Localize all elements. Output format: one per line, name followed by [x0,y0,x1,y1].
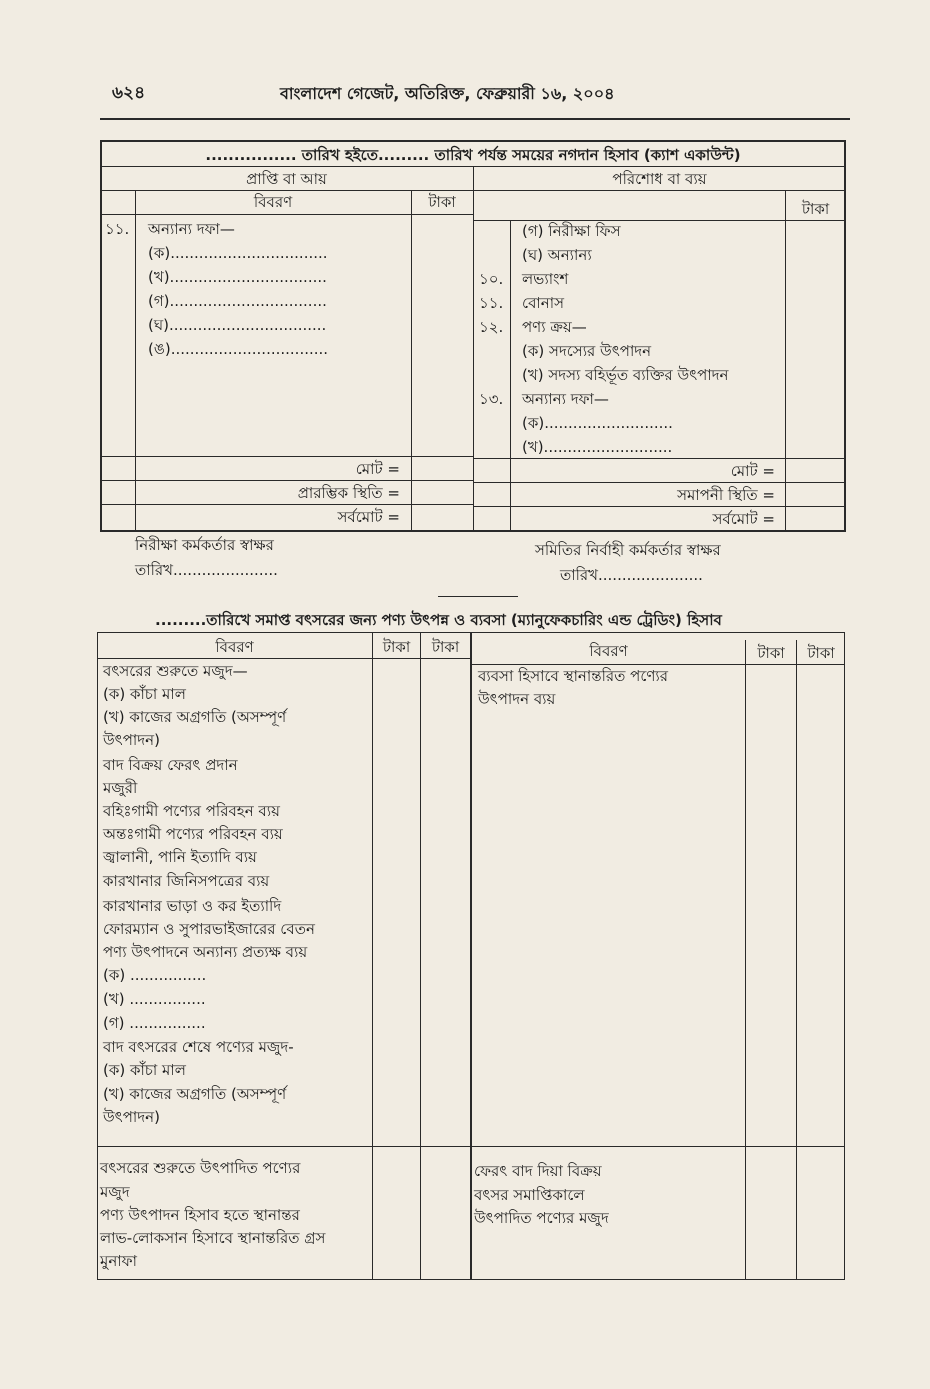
trading-left-item: (ক) কাঁচা মাল [103,1061,186,1079]
cash-left-item-num: ১১. [105,220,130,238]
trading-account-title: .........তারিখে সমাপ্ত বৎসরের জন্য পণ্য উৎপন্ন ও ব্যবসা (ম্যানুফেকচারিং এন্ড ট্রেডিং) হিসাব [155,611,722,629]
cash-right-item: (ক) সদস্যের উৎপাদন [522,342,652,360]
cash-left-row-rule [100,504,473,505]
trading-bottom-left-item: পণ্য উৎপাদন হিসাব হতে স্থানান্তর [100,1206,300,1224]
trading-left-item: বহিঃগামী পণ্যের পরিবহন ব্যয় [103,802,280,820]
trading-vline [372,632,373,1280]
cash-left-item: অন্যান্য দফা— [148,220,235,238]
cash-right-item-num: ১২. [479,318,504,336]
cash-right-item: (খ)........................... [522,438,673,456]
section-divider [438,596,518,597]
trading-left-item: বাদ বিক্রয় ফেরৎ প্রদান [103,756,238,774]
cash-right-grand-total-label: সর্বমোট = [712,510,775,528]
cash-right-item: পণ্য ক্রয়— [522,318,587,336]
payments-heading: পরিশোধ বা ব্যয় [612,170,707,188]
trading-vline [420,632,421,1280]
cash-vline [473,166,474,532]
trading-left-item: পণ্য উৎপাদনে অন্যান্য প্রত্যক্ষ ব্যয় [103,943,308,961]
trading-bottom-left-item: লাভ-লোকসান হিসাবে স্থানান্তরিত গ্রস [100,1229,326,1247]
trading-right-col-description: বিবরণ [589,642,628,660]
cash-opening-balance-label: প্রারম্ভিক স্থিতি = [297,484,400,502]
trading-left-item: মজুরী [103,779,138,797]
cash-left-col-description: বিবরণ [253,193,293,211]
trading-left-col-description: বিবরণ [215,638,254,656]
trading-left-item: (খ) কাজের অগ্রগতি (অসম্পূর্ণ [103,708,287,726]
cash-right-item-num: ১০. [479,270,504,288]
trading-left-col-taka: টাকা [382,638,411,656]
trading-right-colhead-rule [472,664,845,665]
cash-right-item: লভ্যাংশ [522,270,569,288]
cash-account-title: ................ তারিখ হইতে......... তারিখ পর্যন্ত সময়ের নগদান হিসাব (ক্যাশ একাউন্ট) [205,146,741,164]
trading-left-item: (গ) ................ [103,1014,206,1032]
trading-vline [796,640,797,1280]
cash-left-total-label: মোট = [355,460,400,478]
auditor-date-label: তারিখ...................... [135,561,278,579]
cash-left-item: (ঙ)................................. [148,340,329,358]
trading-left-item: (খ) ................ [103,990,206,1008]
trading-left-item: উৎপাদন) [103,1108,160,1126]
cash-right-item: (ঘ) অন্যান্য [522,246,592,264]
trading-right-item: ব্যবসা হিসাবে স্থানান্তরিত পণ্যের [478,667,669,685]
trading-left-col-taka-2: টাকা [431,638,460,656]
cash-left-item: (গ)................................. [148,292,327,310]
cash-left-row-rule [100,480,473,481]
cash-right-col-taka: টাকা [801,200,830,218]
trading-left-item: কারখানার জিনিসপত্রের ব্যয় [103,872,270,890]
officer-signature-label: সমিতির নির্বাহী কর্মকর্তার স্বাক্ষর [535,541,721,559]
trading-right-col-taka-2: টাকা [807,644,835,662]
gazette-header-title: বাংলাদেশ গেজেট, অতিরিক্ত, ফেব্রুয়ারী ১৬, ২০০৪ [280,84,615,103]
cash-left-item: (ঘ)................................. [148,316,327,334]
auditor-signature-label: নিরীক্ষা কর্মকর্তার স্বাক্ষর [135,536,274,554]
cash-right-row-rule [473,506,846,507]
trading-bottom-left-item: মজুদ [100,1183,130,1201]
cash-right-total-rule [473,458,846,459]
trading-bottom-left-item: মুনাফা [100,1252,137,1270]
cash-left-col-taka: টাকা [428,193,456,211]
cash-right-item: (খ) সদস্য বহির্ভূত ব্যক্তির উৎপাদন [522,366,729,384]
trading-right-col-taka: টাকা [757,644,785,662]
trading-bottom-rule [97,1279,845,1280]
cash-right-item: (গ) নিরীক্ষা ফিস [522,222,621,240]
trading-vline [745,640,746,1280]
trading-left-item: বাদ বৎসরের শেষে পণ্যের মজুদ- [103,1038,294,1056]
trading-bottom-right-item: বৎসর সমাপ্তিকালে [474,1186,585,1204]
trading-bottom-left-item: বৎসরের শুরুতে উৎপাদিত পণ্যের [100,1159,301,1177]
receipts-heading: প্রাপ্তি বা আয় [246,170,327,188]
cash-right-item-num: ১৩. [479,390,504,408]
trading-left-item: বৎসরের শুরুতে মজুদ— [103,662,248,680]
cash-vline [785,190,786,532]
cash-left-colhead-rule [100,214,473,215]
trading-left-item: (ক) কাঁচা মাল [103,685,186,703]
trading-left-item: অন্তঃগামী পণ্যের পরিবহন ব্যয় [103,825,283,843]
trading-right-item: উৎপাদন ব্যয় [478,690,556,708]
trading-left-item: (খ) কাজের অগ্রগতি (অসম্পূর্ণ [103,1085,287,1103]
trading-left-colhead-rule [97,658,472,659]
cash-right-colhead-rule [473,220,846,221]
cash-right-total-label: মোট = [730,462,775,480]
cash-left-total-rule [100,456,473,457]
cash-left-grand-total-label: সর্বমোট = [337,508,400,526]
trading-bottom-right-item: উৎপাদিত পণ্যের মজুদ [474,1209,609,1227]
cash-left-item: (ক)................................. [148,244,328,262]
trading-left-item: (ক) ................ [103,966,207,984]
cash-right-item: (ক)........................... [522,414,673,432]
trading-left-item: ফোরম্যান ও সুপারভাইজারের বেতন [103,920,315,938]
trading-section-rule [97,1146,845,1147]
trading-left-item: জ্বালানী, পানি ইত্যাদি ব্যয় [103,848,257,866]
cash-left-item: (খ)................................. [148,268,327,286]
cash-right-row-rule [473,482,846,483]
trading-left-item: উৎপাদন) [103,731,160,749]
trading-left-item: কারখানার ভাড়া ও কর ইত্যাদি [103,897,282,915]
cash-right-item-num: ১১. [479,294,504,312]
trading-bottom-right-item: ফেরৎ বাদ দিয়া বিক্রয় [474,1162,602,1180]
trading-vline [470,632,472,1280]
officer-date-label: তারিখ...................... [560,566,703,584]
cash-closing-balance-label: সমাপনী স্থিতি = [677,486,775,504]
cash-right-item: বোনাস [522,294,564,312]
cash-right-item: অন্যান্য দফা— [522,390,609,408]
page-number: ৬২৪ [112,83,146,103]
header-rule [100,118,850,120]
